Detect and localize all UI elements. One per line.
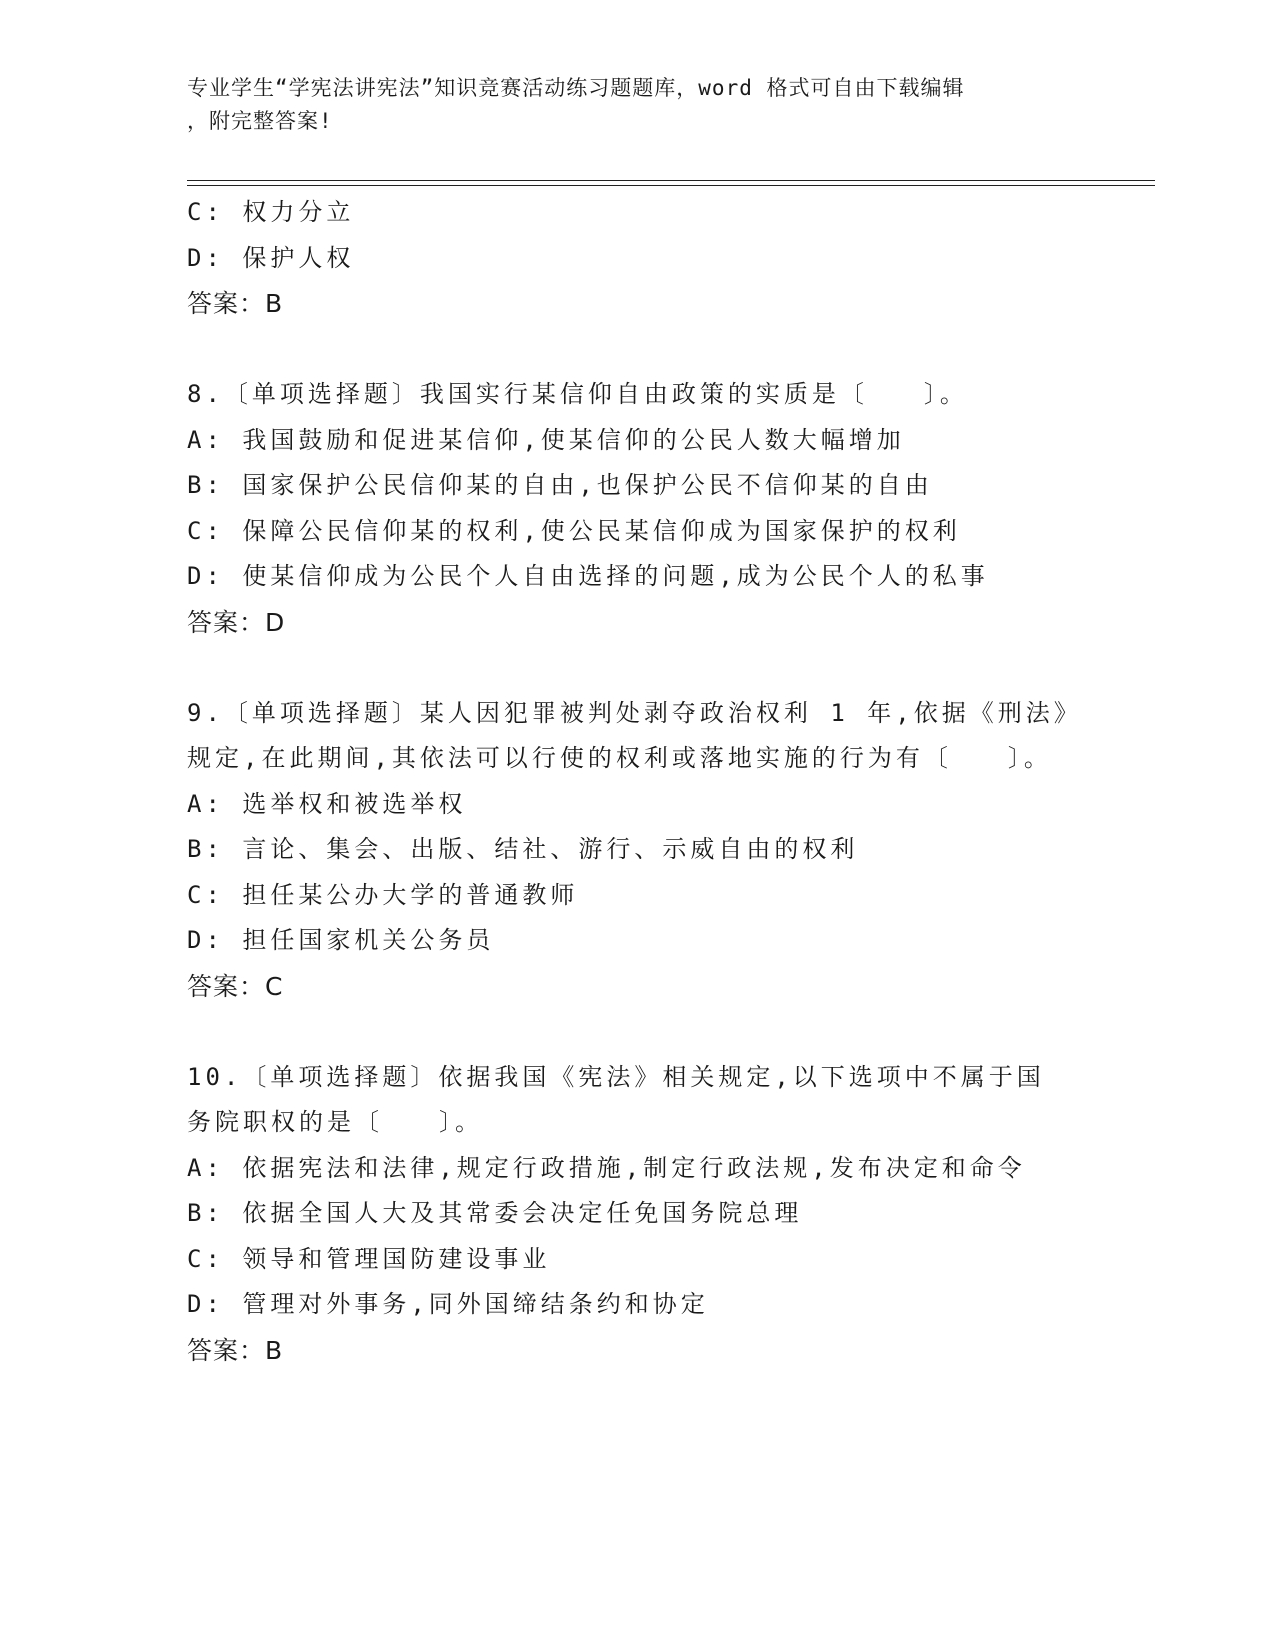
question-stem: 8.〔单项选择题〕我国实行某信仰自由政策的实质是〔 〕。: [187, 380, 968, 408]
header-divider-bottom: [187, 185, 1155, 186]
option-b: B: 言论、集会、出版、结社、游行、示威自由的权利: [187, 835, 859, 863]
answer-line: 答案：B: [187, 289, 284, 318]
option-a: A: 选举权和被选举权: [187, 789, 467, 818]
question-10: [187, 1055, 1087, 1374]
option-c: C: 保障公民信仰某的权利,使公民某信仰成为国家保护的权利: [187, 516, 961, 545]
option-d: D: 担任国家机关公务员: [187, 926, 495, 954]
option-c: C: 权力分立: [187, 198, 355, 226]
question-stem: 10.〔单项选择题〕依据我国《宪法》相关规定,以下选项中不属于国: [187, 1062, 1045, 1091]
option-b: B: 依据全国人大及其常委会决定任免国务院总理: [187, 1199, 803, 1227]
question-stem-continued: 务院职权的是〔 〕。: [187, 1108, 483, 1136]
option-a: A: 我国鼓励和促进某信仰,使某信仰的公民人数大幅增加: [187, 425, 905, 454]
previous-question-tail: [187, 190, 1087, 327]
question-stem-continued: 规定,在此期间,其依法可以行使的权利或落地实施的行为有〔 〕。: [187, 744, 1052, 772]
question-stem: 9.〔单项选择题〕某人因犯罪被判处剥夺政治权利 1 年,依据《刑法》: [187, 698, 1082, 727]
spacer: [187, 1009, 1087, 1055]
answer-line: 答案：B: [187, 1335, 284, 1365]
option-d: D: 管理对外事务,同外国缔结条约和协定: [187, 1290, 709, 1318]
question-content: [187, 190, 1087, 1373]
spacer: [187, 327, 1087, 373]
answer-line: 答案：D: [187, 607, 286, 637]
header-divider-top: [187, 180, 1155, 181]
option-c: C: 领导和管理国防建设事业: [187, 1244, 551, 1273]
page-header: [187, 72, 1067, 138]
option-b: B: 国家保护公民信仰某的自由,也保护公民不信仰某的自由: [187, 471, 933, 499]
spacer: [187, 645, 1087, 691]
option-a: A: 依据宪法和法律,规定行政措施,制定行政法规,发布决定和命令: [187, 1153, 1026, 1182]
question-9: [187, 691, 1087, 1010]
option-c: C: 担任某公办大学的普通教师: [187, 880, 579, 909]
header-line-1: 专业学生“学宪法讲宪法”知识竞赛活动练习题题库，word 格式可自由下载编辑: [187, 76, 965, 100]
header-line-2: ，附完整答案!: [187, 109, 333, 133]
question-8: [187, 372, 1087, 645]
answer-line: 答案：C: [187, 971, 284, 1001]
option-d: D: 使某信仰成为公民个人自由选择的问题,成为公民个人的私事: [187, 562, 989, 590]
option-d: D: 保护人权: [187, 243, 355, 272]
